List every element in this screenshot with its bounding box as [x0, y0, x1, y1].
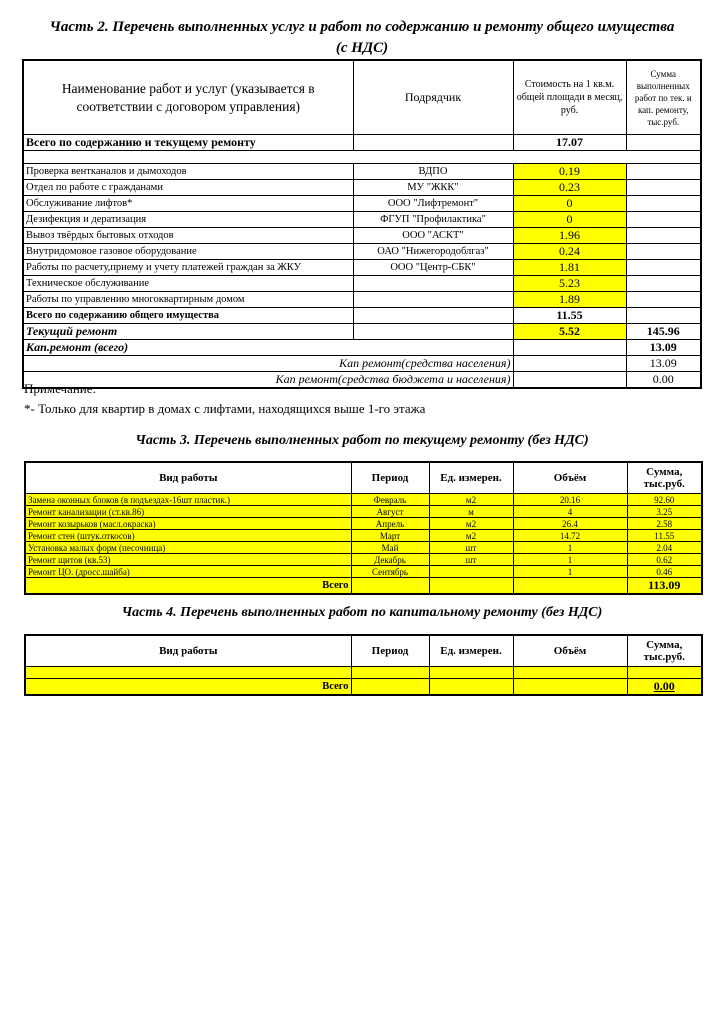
row-work: Ремонт ЦО. (дросс.шайба)	[25, 566, 351, 578]
current-repair-cost: 5.52	[513, 324, 626, 340]
row-unit: м2	[429, 530, 513, 542]
empty-cell	[513, 667, 627, 679]
part4-total-sum: 0.00	[627, 679, 702, 696]
table-row	[25, 518, 702, 530]
header-cost: Стоимость на 1 кв.м. общей площади в месяц, руб.	[513, 60, 626, 135]
empty-cell	[626, 228, 701, 244]
row-sum: 2.04	[627, 542, 702, 554]
header-sum: Сумма, тыс.руб.	[627, 635, 702, 667]
part3-total-sum: 113.09	[627, 578, 702, 595]
row-unit: м2	[429, 518, 513, 530]
empty-cell	[351, 578, 429, 595]
empty-cell	[626, 244, 701, 260]
row-unit: шт	[429, 554, 513, 566]
empty-cell	[626, 260, 701, 276]
row-cost: 0.23	[513, 180, 626, 196]
row-volume: 20.16	[513, 494, 627, 506]
row-name: Техническое обслуживание	[23, 276, 353, 292]
empty-cell	[626, 196, 701, 212]
header-period: Период	[351, 462, 429, 494]
row-period: Август	[351, 506, 429, 518]
table-row	[23, 292, 701, 308]
empty-cell	[353, 324, 513, 340]
row-period: Февраль	[351, 494, 429, 506]
empty-cell	[351, 679, 429, 696]
table-row	[25, 506, 702, 518]
row-volume: 1	[513, 554, 627, 566]
row-volume: 14.72	[513, 530, 627, 542]
table-row	[23, 260, 701, 276]
row-contractor: ФГУП "Профилактика"	[353, 212, 513, 228]
row-unit: м2	[429, 494, 513, 506]
table-row	[25, 667, 702, 679]
empty-cell	[353, 340, 513, 356]
row-contractor	[353, 276, 513, 292]
row-sum: 0.62	[627, 554, 702, 566]
table-row	[25, 494, 702, 506]
header-sum: Сумма выполненных работ по тек. и кап. ремонту, тыс.руб.	[626, 60, 701, 135]
empty-cell	[626, 292, 701, 308]
row-name: Работы по управлению многоквартирным домом	[23, 292, 353, 308]
row-contractor: МУ "ЖКК"	[353, 180, 513, 196]
header-period: Период	[351, 635, 429, 667]
table-row	[25, 554, 702, 566]
header-unit: Ед. измерен.	[429, 462, 513, 494]
capital-pop-sum: 13.09	[626, 356, 701, 372]
row-work: Ремонт щитов (кв.53)	[25, 554, 351, 566]
part4-total-label: Всего	[25, 679, 351, 696]
row-volume: 26.4	[513, 518, 627, 530]
empty-cell	[429, 679, 513, 696]
part3-total-label: Всего	[25, 578, 351, 595]
total-common-value: 11.55	[513, 308, 626, 324]
empty-cell	[513, 578, 627, 595]
capital-budget-label: Кап ремонт(средства бюджета и населения)	[23, 372, 513, 389]
table-row	[25, 566, 702, 578]
part4-table	[24, 634, 703, 696]
capital-pop-label: Кап ремонт(средства населения)	[23, 356, 513, 372]
row-work: Ремонт козырьков (масл.окраска)	[25, 518, 351, 530]
total-maintenance-label: Всего по содержанию и текущему ремонту	[23, 135, 353, 151]
empty-cell	[353, 135, 513, 151]
header-contractor: Подрядчик	[353, 60, 513, 135]
row-cost: 5.23	[513, 276, 626, 292]
part3-table	[24, 461, 703, 595]
table-row	[23, 228, 701, 244]
row-contractor: ООО "АСКТ"	[353, 228, 513, 244]
row-work: Установка малых форм (песочница)	[25, 542, 351, 554]
part2-title-line1: Часть 2. Перечень выполненных услуг и работ по содержанию и ремонту общего имущества	[49, 19, 675, 35]
spacer-row	[23, 151, 701, 164]
row-period: Март	[351, 530, 429, 542]
header-sum: Сумма, тыс.руб.	[627, 462, 702, 494]
empty-cell	[429, 578, 513, 595]
table-row	[25, 542, 702, 554]
current-repair-label: Текущий ремонт	[23, 324, 353, 340]
row-name: Дезифекция и дератизация	[23, 212, 353, 228]
row-name: Работы по расчету,приему и учету платежей граждан за ЖКУ	[23, 260, 353, 276]
part2-title-line2: (с НДС)	[335, 40, 389, 56]
capital-label: Кап.ремонт (всего)	[23, 340, 353, 356]
empty-cell	[513, 356, 626, 372]
empty-cell	[626, 135, 701, 151]
row-cost: 1.89	[513, 292, 626, 308]
row-cost: 0.24	[513, 244, 626, 260]
row-sum: 2.58	[627, 518, 702, 530]
empty-cell	[626, 164, 701, 180]
table-row	[23, 196, 701, 212]
empty-cell	[25, 667, 351, 679]
table-row	[23, 180, 701, 196]
row-contractor: ВДПО	[353, 164, 513, 180]
table-row	[23, 164, 701, 180]
header-work: Вид работы	[25, 462, 351, 494]
row-volume: 1	[513, 566, 627, 578]
row-work: Ремонт канализации (ст.кв.86)	[25, 506, 351, 518]
row-cost: 0	[513, 212, 626, 228]
note-label: Примечание:	[24, 381, 97, 396]
row-sum: 92.60	[627, 494, 702, 506]
part2-table	[22, 59, 702, 389]
table-row	[25, 530, 702, 542]
row-unit	[429, 566, 513, 578]
row-volume: 1	[513, 542, 627, 554]
row-work: Ремонт стен (штук.откосов)	[25, 530, 351, 542]
row-period: Май	[351, 542, 429, 554]
capital-sum: 13.09	[626, 340, 701, 356]
row-contractor	[353, 292, 513, 308]
row-name: Проверка вентканалов и дымоходов	[23, 164, 353, 180]
empty-cell	[626, 308, 701, 324]
table-row	[23, 276, 701, 292]
total-maintenance-value: 17.07	[513, 135, 626, 151]
part4-title: Часть 4. Перечень выполненных работ по капитальному ремонту (без НДС)	[121, 605, 603, 620]
row-contractor: ООО "Лифтремонт"	[353, 196, 513, 212]
empty-cell	[626, 212, 701, 228]
row-cost: 0	[513, 196, 626, 212]
table-row	[23, 212, 701, 228]
row-cost: 1.81	[513, 260, 626, 276]
current-repair-sum: 145.96	[626, 324, 701, 340]
empty-cell	[351, 667, 429, 679]
total-common-label: Всего по содержанию общего имущества	[23, 308, 353, 324]
part3-title: Часть 3. Перечень выполненных работ по текущему ремонту (без НДС)	[135, 433, 589, 448]
row-unit: шт	[429, 542, 513, 554]
row-name: Обслуживание лифтов*	[23, 196, 353, 212]
empty-cell	[353, 308, 513, 324]
row-contractor: ООО "Центр-СБК"	[353, 260, 513, 276]
empty-cell	[627, 667, 702, 679]
empty-cell	[513, 679, 627, 696]
empty-cell	[626, 180, 701, 196]
note-text: *- Только для квартир в домах с лифтами, находящихся выше 1-го этажа	[24, 401, 426, 416]
capital-budget-sum: 0.00	[626, 372, 701, 389]
empty-cell	[513, 340, 626, 356]
row-sum: 3.25	[627, 506, 702, 518]
row-cost: 1.96	[513, 228, 626, 244]
row-unit: м	[429, 506, 513, 518]
empty-cell	[626, 276, 701, 292]
row-work: Замена оконных блоков (в подъездах-16шт пластик.)	[25, 494, 351, 506]
row-sum: 11.55	[627, 530, 702, 542]
header-name: Наименование работ и услуг (указывается в соответствии с договором управления)	[23, 60, 353, 135]
header-unit: Ед. измерен.	[429, 635, 513, 667]
row-period: Декабрь	[351, 554, 429, 566]
row-cost: 0.19	[513, 164, 626, 180]
row-period: Сентябрь	[351, 566, 429, 578]
row-name: Вывоз твёрдых бытовых отходов	[23, 228, 353, 244]
row-period: Апрель	[351, 518, 429, 530]
row-sum: 0.46	[627, 566, 702, 578]
row-name: Внутридомовое газовое оборудование	[23, 244, 353, 260]
row-contractor: ОАО "Нижегородоблгаз"	[353, 244, 513, 260]
row-name: Отдел по работе с гражданами	[23, 180, 353, 196]
table-row	[23, 244, 701, 260]
empty-cell	[513, 372, 626, 389]
row-volume: 4	[513, 506, 627, 518]
header-volume: Объём	[513, 462, 627, 494]
empty-cell	[429, 667, 513, 679]
header-volume: Объём	[513, 635, 627, 667]
header-work: Вид работы	[25, 635, 351, 667]
